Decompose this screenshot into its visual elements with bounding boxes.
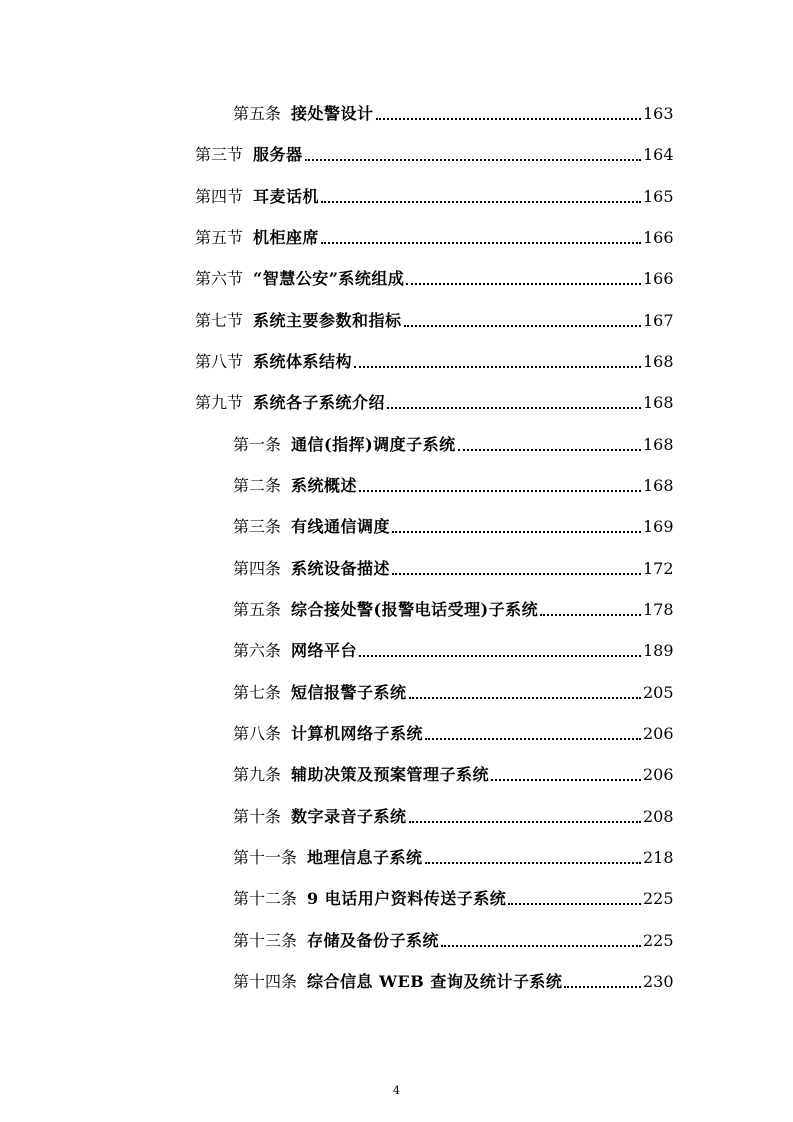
toc-entry-number: 第一条 [233, 435, 282, 454]
dot-leader [305, 159, 641, 161]
toc-entry-title: 9 电话用户资料传送子系统 [307, 889, 507, 908]
toc-entry-title: 数字录音子系统 [291, 807, 407, 826]
toc-entry-page: 166 [643, 269, 674, 288]
toc-entry-page: 167 [643, 311, 674, 330]
toc-entry-number: 第十二条 [233, 889, 298, 908]
toc-entry[interactable] [0, 631, 793, 661]
toc-entry-number: 第三条 [233, 517, 282, 536]
toc-entry[interactable] [0, 590, 793, 620]
toc-entry-page: 218 [643, 848, 674, 867]
toc-entry-page: 225 [643, 931, 674, 950]
toc-entry-page: 230 [643, 972, 674, 991]
toc-entry-title: 网络平台 [291, 641, 358, 660]
toc-entry[interactable] [0, 383, 793, 413]
toc-entry-title: 计算机网络子系统 [291, 724, 424, 743]
toc-entry[interactable] [0, 94, 793, 124]
dot-leader [409, 697, 641, 699]
toc-entry[interactable] [0, 879, 793, 909]
toc-entry-page: 178 [643, 600, 674, 619]
toc-entry[interactable] [0, 921, 793, 951]
toc-entry-title: 耳麦话机 [253, 187, 320, 206]
toc-entry[interactable] [0, 301, 793, 331]
dot-leader [392, 531, 641, 533]
dot-leader [359, 490, 641, 492]
toc-entry-page: 208 [643, 807, 674, 826]
dot-leader [425, 862, 641, 864]
toc-entry-page: 225 [643, 889, 674, 908]
toc-entry-number: 第八节 [195, 352, 244, 371]
toc-entry[interactable] [0, 425, 793, 455]
toc-entry-title: 短信报警子系统 [291, 683, 407, 702]
dot-leader [409, 821, 641, 823]
toc-entry-number: 第十条 [233, 807, 282, 826]
toc-entry[interactable] [0, 342, 793, 372]
toc-entry-title: 存储及备份子系统 [307, 931, 440, 950]
toc-entry-title: 通信(指挥)调度子系统 [291, 435, 456, 454]
dot-leader [321, 242, 641, 244]
dot-leader [321, 201, 641, 203]
toc-entry-number: 第六条 [233, 641, 282, 660]
dot-leader [441, 945, 641, 947]
toc-entry-page: 206 [643, 765, 674, 784]
toc-entry-title: 服务器 [253, 145, 303, 164]
toc-entry-title: 综合接处警(报警电话受理)子系统 [291, 600, 539, 619]
toc-entry[interactable] [0, 962, 793, 992]
toc-entry[interactable] [0, 177, 793, 207]
toc-entry[interactable] [0, 549, 793, 579]
toc-entry-title: “智慧公安”系统组成 [253, 269, 405, 288]
toc-entry[interactable] [0, 714, 793, 744]
toc-entry-title: 系统各子系统介绍 [253, 393, 386, 412]
toc-entry-title: 系统概述 [291, 476, 358, 495]
dot-leader [425, 738, 641, 740]
toc-entry-title: 综合信息 WEB 查询及统计子系统 [307, 972, 563, 991]
dot-leader [458, 449, 641, 451]
dot-leader [387, 407, 641, 409]
toc-entry-number: 第六节 [195, 269, 244, 288]
toc-entry-page: 165 [643, 187, 674, 206]
toc-entry[interactable] [0, 797, 793, 827]
toc-entry-title: 辅助决策及预案管理子系统 [291, 765, 490, 784]
toc-entry-title: 接处警设计 [291, 104, 374, 123]
toc-entry-number: 第七条 [233, 683, 282, 702]
toc-entry-number: 第十四条 [233, 972, 298, 991]
toc-entry-page: 164 [643, 145, 674, 164]
dot-leader [404, 325, 641, 327]
toc-entry-page: 169 [643, 517, 674, 536]
toc-entry[interactable] [0, 466, 793, 496]
toc-entry-title: 系统主要参数和指标 [253, 311, 402, 330]
toc-entry[interactable] [0, 218, 793, 248]
toc-entry-page: 206 [643, 724, 674, 743]
toc-entry-number: 第十一条 [233, 848, 298, 867]
toc-entry[interactable] [0, 507, 793, 537]
toc-entry-number: 第五条 [233, 600, 282, 619]
toc-entry[interactable] [0, 259, 793, 289]
toc-entry-page: 168 [643, 476, 674, 495]
toc-entry-page: 172 [643, 559, 674, 578]
toc-entry-number: 第二条 [233, 476, 282, 495]
toc-entry-number: 第七节 [195, 311, 244, 330]
dot-leader [359, 655, 641, 657]
toc-entry-page: 168 [643, 435, 674, 454]
toc-entry-number: 第五条 [233, 104, 282, 123]
toc-entry-title: 机柜座席 [253, 228, 320, 247]
toc-entry-number: 第五节 [195, 228, 244, 247]
dot-leader [354, 366, 641, 368]
dot-leader [491, 779, 641, 781]
toc-entry-page: 168 [643, 352, 674, 371]
toc-entry-number: 第四节 [195, 187, 244, 206]
toc-entry-number: 第九节 [195, 393, 244, 412]
dot-leader [406, 283, 641, 285]
toc-entry-title: 系统设备描述 [291, 559, 391, 578]
toc-entry-page: 189 [643, 641, 674, 660]
toc-entry-number: 第三节 [195, 145, 244, 164]
toc-entry-number: 第四条 [233, 559, 282, 578]
toc-entry[interactable] [0, 673, 793, 703]
toc-entry-title: 地理信息子系统 [307, 848, 423, 867]
toc-entry-page: 163 [643, 104, 674, 123]
toc-entry[interactable] [0, 755, 793, 785]
toc-entry-number: 第八条 [233, 724, 282, 743]
toc-entry-number: 第十三条 [233, 931, 298, 950]
toc-entry-page: 205 [643, 683, 674, 702]
toc-entry-number: 第九条 [233, 765, 282, 784]
dot-leader [508, 903, 641, 905]
toc-entry-title: 有线通信调度 [291, 517, 391, 536]
toc-entry-title: 系统体系结构 [253, 352, 353, 371]
page-number: 4 [393, 1084, 400, 1097]
toc-entry-page: 166 [643, 228, 674, 247]
dot-leader [376, 118, 641, 120]
toc-entry-page: 168 [643, 393, 674, 412]
toc-entry[interactable] [0, 838, 793, 868]
dot-leader [564, 986, 641, 988]
toc-entry[interactable] [0, 135, 793, 165]
dot-leader [392, 573, 641, 575]
dot-leader [540, 614, 641, 616]
